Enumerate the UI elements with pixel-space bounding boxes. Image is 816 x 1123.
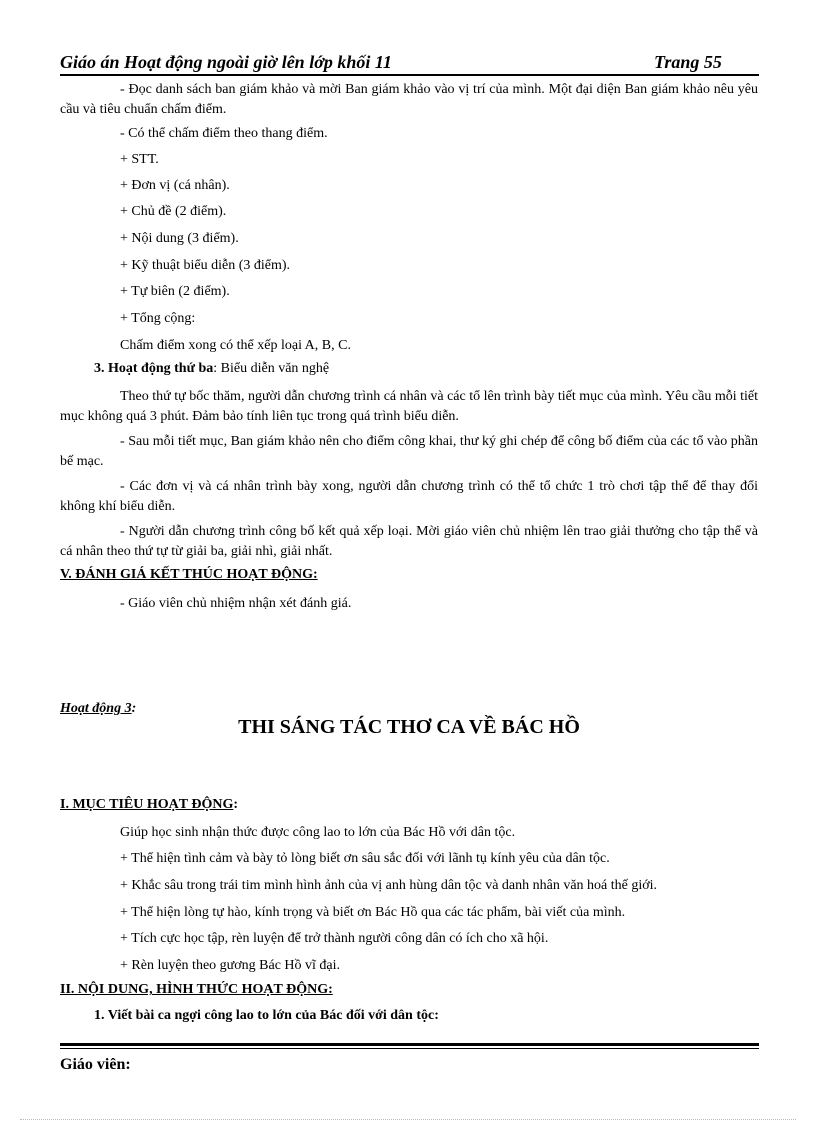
- list-item: + Rèn luyện theo gương Bác Hồ vĩ đại.: [120, 958, 341, 973]
- list-item: + Tích cực học tập, rèn luyện để trở thành người công dân có ích cho xã hội.: [120, 931, 549, 946]
- heading-write-poem: 1. Viết bài ca ngợi công lao to lớn của Bác đối với dân tộc:: [94, 1008, 439, 1023]
- paragraph-evaluation: - Giáo viên chủ nhiệm nhận xét đánh giá.: [120, 596, 352, 611]
- footer-rule-thin: [60, 1048, 759, 1049]
- activity-3-label: [60, 701, 136, 717]
- footer-teacher-label: Giáo viên:: [60, 1056, 131, 1073]
- activity-3-label-colon: :: [131, 701, 137, 716]
- section-i-heading-colon: :: [233, 797, 239, 812]
- list-item: + Kỹ thuật biểu diễn (3 điểm).: [120, 258, 291, 273]
- list-item: + Đơn vị (cá nhân).: [120, 178, 230, 193]
- paragraph-classify: Chấm điểm xong có thể xếp loại A, B, C.: [120, 338, 351, 353]
- header-title: Giáo án Hoạt động ngoài giờ lên lớp khối 11: [60, 52, 392, 72]
- heading-activity-3: [94, 361, 329, 377]
- list-item: + Tổng cộng:: [120, 311, 196, 326]
- paragraph-order: Theo thứ tự bốc thăm, người dẫn chương trình cá nhân và các tổ lên trình bày tiết mục của mình. Yêu cầu mỗi tiết mục không quá 3 phút. Đảm bảo tính liên tục trong quá trình biểu diễn.: [60, 389, 758, 424]
- list-item: + STT.: [120, 152, 159, 167]
- list-item: + Tự biên (2 điểm).: [120, 284, 230, 299]
- footer-rule-thick: [60, 1043, 759, 1046]
- paragraph-results: - Người dẫn chương trình công bố kết quả xếp loại. Mời giáo viên chủ nhiệm lên trao giải thưởng cho tập thể và cá nhân theo thứ tự từ giải ba, giải nhì, giải nhất.: [60, 524, 758, 559]
- activity-3-title: THI SÁNG TÁC THƠ CA VỀ BÁC HỒ: [238, 716, 580, 738]
- list-item: + Chủ đề (2 điểm).: [120, 204, 227, 219]
- heading-activity-3-bold: 3. Hoạt động thứ ba: [94, 361, 214, 376]
- section-i-heading: [60, 797, 238, 813]
- activity-3-label-text: Hoạt động 3: [60, 701, 132, 716]
- paragraph-scoring: - Sau mỗi tiết mục, Ban giám khảo nên cho điểm công khai, thư ký ghi chép để công bố điểm của các tổ vào phần bế mạc.: [60, 434, 758, 469]
- heading-activity-3-rest: : Biểu diễn văn nghệ: [213, 361, 330, 376]
- page-number: Trang 55: [654, 52, 722, 72]
- page-bottom-dotted-line: [20, 1119, 796, 1120]
- section-i-heading-text: I. MỤC TIÊU HOẠT ĐỘNG: [60, 797, 234, 812]
- paragraph-game: - Các đơn vị và cá nhân trình bày xong, người dẫn chương trình có thể tổ chức 1 trò chơi tập thể để thay đổi không khí biểu diễn.: [60, 479, 758, 514]
- paragraph-jury: - Đọc danh sách ban giám khảo và mời Ban giám khảo vào vị trí của mình. Một đại diện Ban giám khảo nêu yêu cầu và tiêu chuẩn chấm điểm.: [60, 82, 758, 117]
- list-item: + Thể hiện lòng tự hào, kính trọng và biết ơn Bác Hồ qua các tác phẩm, bài viết của mình.: [120, 905, 626, 920]
- section-ii-heading: II. NỘI DUNG, HÌNH THỨC HOẠT ĐỘNG:: [60, 982, 333, 997]
- header-rule: [60, 74, 759, 76]
- list-item: + Nội dung (3 điểm).: [120, 231, 239, 246]
- paragraph-goal-intro: Giúp học sinh nhận thức được công lao to lớn của Bác Hồ với dân tộc.: [120, 825, 516, 840]
- section-v-heading: V. ĐÁNH GIÁ KẾT THÚC HOẠT ĐỘNG:: [60, 567, 318, 582]
- list-item: + Khắc sâu trong trái tim mình hình ảnh của vị anh hùng dân tộc và danh nhân văn hoá thế giới.: [120, 878, 658, 893]
- list-item: + Thể hiện tình cảm và bày tỏ lòng biết ơn sâu sắc đối với lãnh tụ kính yêu của dân tộc.: [120, 851, 610, 866]
- paragraph-scale: - Có thể chấm điểm theo thang điểm.: [120, 126, 328, 141]
